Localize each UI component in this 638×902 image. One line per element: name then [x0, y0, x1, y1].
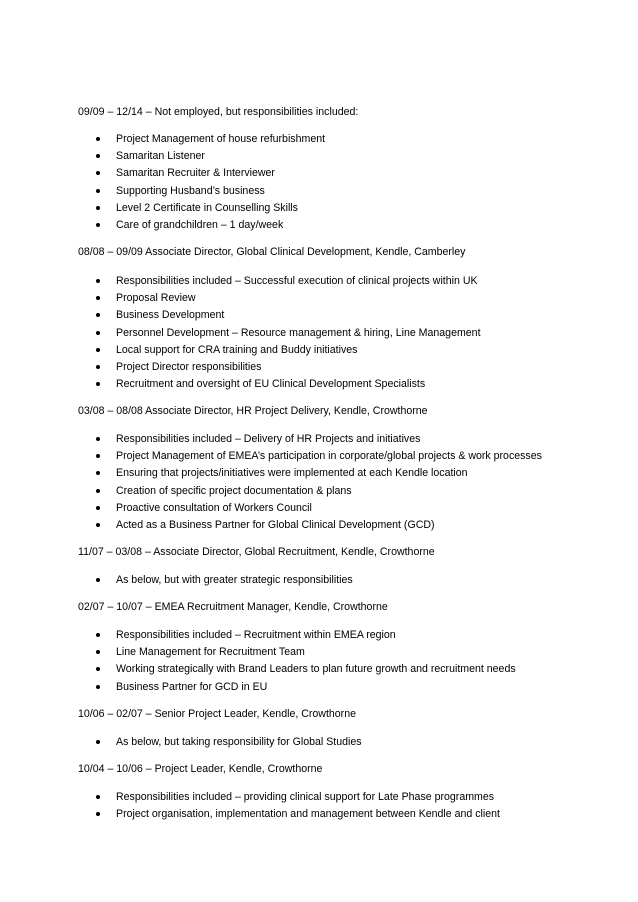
list-item-text: Ensuring that projects/initiatives were implemented at each Kendle location [116, 467, 468, 480]
list-item-text: Local support for CRA training and Buddy initiatives [116, 343, 358, 356]
bullet-icon [96, 795, 100, 799]
list-item-text: Samaritan Recruiter & Interviewer [116, 167, 275, 180]
list-item-text: Project Management of EMEA’s participation in corporate/global projects & work processes [116, 450, 542, 463]
list-item-text: Responsibilities included – providing clinical support for Late Phase programmes [116, 791, 495, 803]
bullet-icon [96, 206, 100, 210]
bullet-icon [96, 740, 100, 744]
list-item-text: Supporting Husband’s business [116, 184, 265, 197]
list-item-text: Recruitment and oversight of EU Clinical Development Specialists [116, 378, 426, 391]
list-item-text: Line Management for Recruitment Team [116, 646, 305, 659]
bullet-icon [96, 489, 100, 493]
section-heading: 03/08 – 08/08 Associate Director, HR Project Delivery, Kendle, Crowthorne [78, 405, 428, 417]
bullet-icon [96, 171, 100, 175]
bullet-icon [96, 137, 100, 141]
section-heading: 08/08 – 09/09 Associate Director, Global Clinical Development, Kendle, Camberley [78, 246, 466, 258]
bullet-icon [96, 331, 100, 335]
section-heading: 11/07 – 03/08 – Associate Director, Global Recruitment, Kendle, Crowthorne [78, 546, 435, 558]
bullet-icon [96, 382, 100, 386]
bullet-icon [96, 633, 100, 637]
list-item-text: Responsibilities included – Successful execution of clinical projects within UK [116, 275, 478, 287]
list-item-text: Proactive consultation of Workers Council [116, 501, 312, 514]
bullet-icon [96, 685, 100, 689]
bullet-icon [96, 154, 100, 158]
list-item-text: Responsibilities included – Recruitment within EMEA region [116, 629, 396, 641]
list-item-text: Acted as a Business Partner for Global Clinical Development (GCD) [116, 518, 435, 531]
list-item-text: Project organisation, implementation and management between Kendle and client [116, 808, 500, 821]
bullet-icon [96, 365, 100, 369]
list-item-text: Samaritan Listener [116, 150, 205, 163]
bullet-icon [96, 189, 100, 193]
section-heading: 10/06 – 02/07 – Senior Project Leader, Kendle, Crowthorne [78, 708, 356, 720]
bullet-icon [96, 667, 100, 671]
bullet-icon [96, 437, 100, 441]
list-item-text: Project Management of house refurbishment [116, 133, 326, 145]
list-item-text: Business Development [116, 309, 225, 322]
list-item-text: Business Partner for GCD in EU [116, 680, 268, 693]
list-item-text: Responsibilities included – Delivery of HR Projects and initiatives [116, 433, 421, 445]
list-item-text: Level 2 Certificate in Counselling Skills [116, 201, 298, 214]
bullet-icon [96, 523, 100, 527]
list-item-text: As below, but taking responsibility for Global Studies [116, 736, 362, 748]
bullet-icon [96, 506, 100, 510]
bullet-icon [96, 223, 100, 227]
bullet-icon [96, 279, 100, 283]
list-item-text: Personnel Development – Resource management & hiring, Line Management [116, 326, 481, 339]
bullet-icon [96, 471, 100, 475]
bullet-icon [96, 650, 100, 654]
list-item-text: Proposal Review [116, 292, 196, 305]
bullet-icon [96, 313, 100, 317]
list-item-text: Care of grandchildren – 1 day/week [116, 218, 284, 231]
list-item-text: As below, but with greater strategic responsibilities [116, 574, 353, 586]
list-item-text: Working strategically with Brand Leaders to plan future growth and recruitment needs [116, 663, 516, 676]
section-heading: 09/09 – 12/14 – Not employed, but responsibilities included: [78, 106, 359, 118]
section-heading: 10/04 – 10/06 – Project Leader, Kendle, Crowthorne [78, 763, 323, 775]
bullet-icon [96, 812, 100, 816]
section-heading: 02/07 – 10/07 – EMEA Recruitment Manager, Kendle, Crowthorne [78, 601, 388, 613]
bullet-icon [96, 454, 100, 458]
bullet-icon [96, 348, 100, 352]
bullet-icon [96, 578, 100, 582]
bullet-icon [96, 296, 100, 300]
list-item-text: Creation of specific project documentation & plans [116, 484, 352, 497]
list-item-text: Project Director responsibilities [116, 360, 262, 373]
